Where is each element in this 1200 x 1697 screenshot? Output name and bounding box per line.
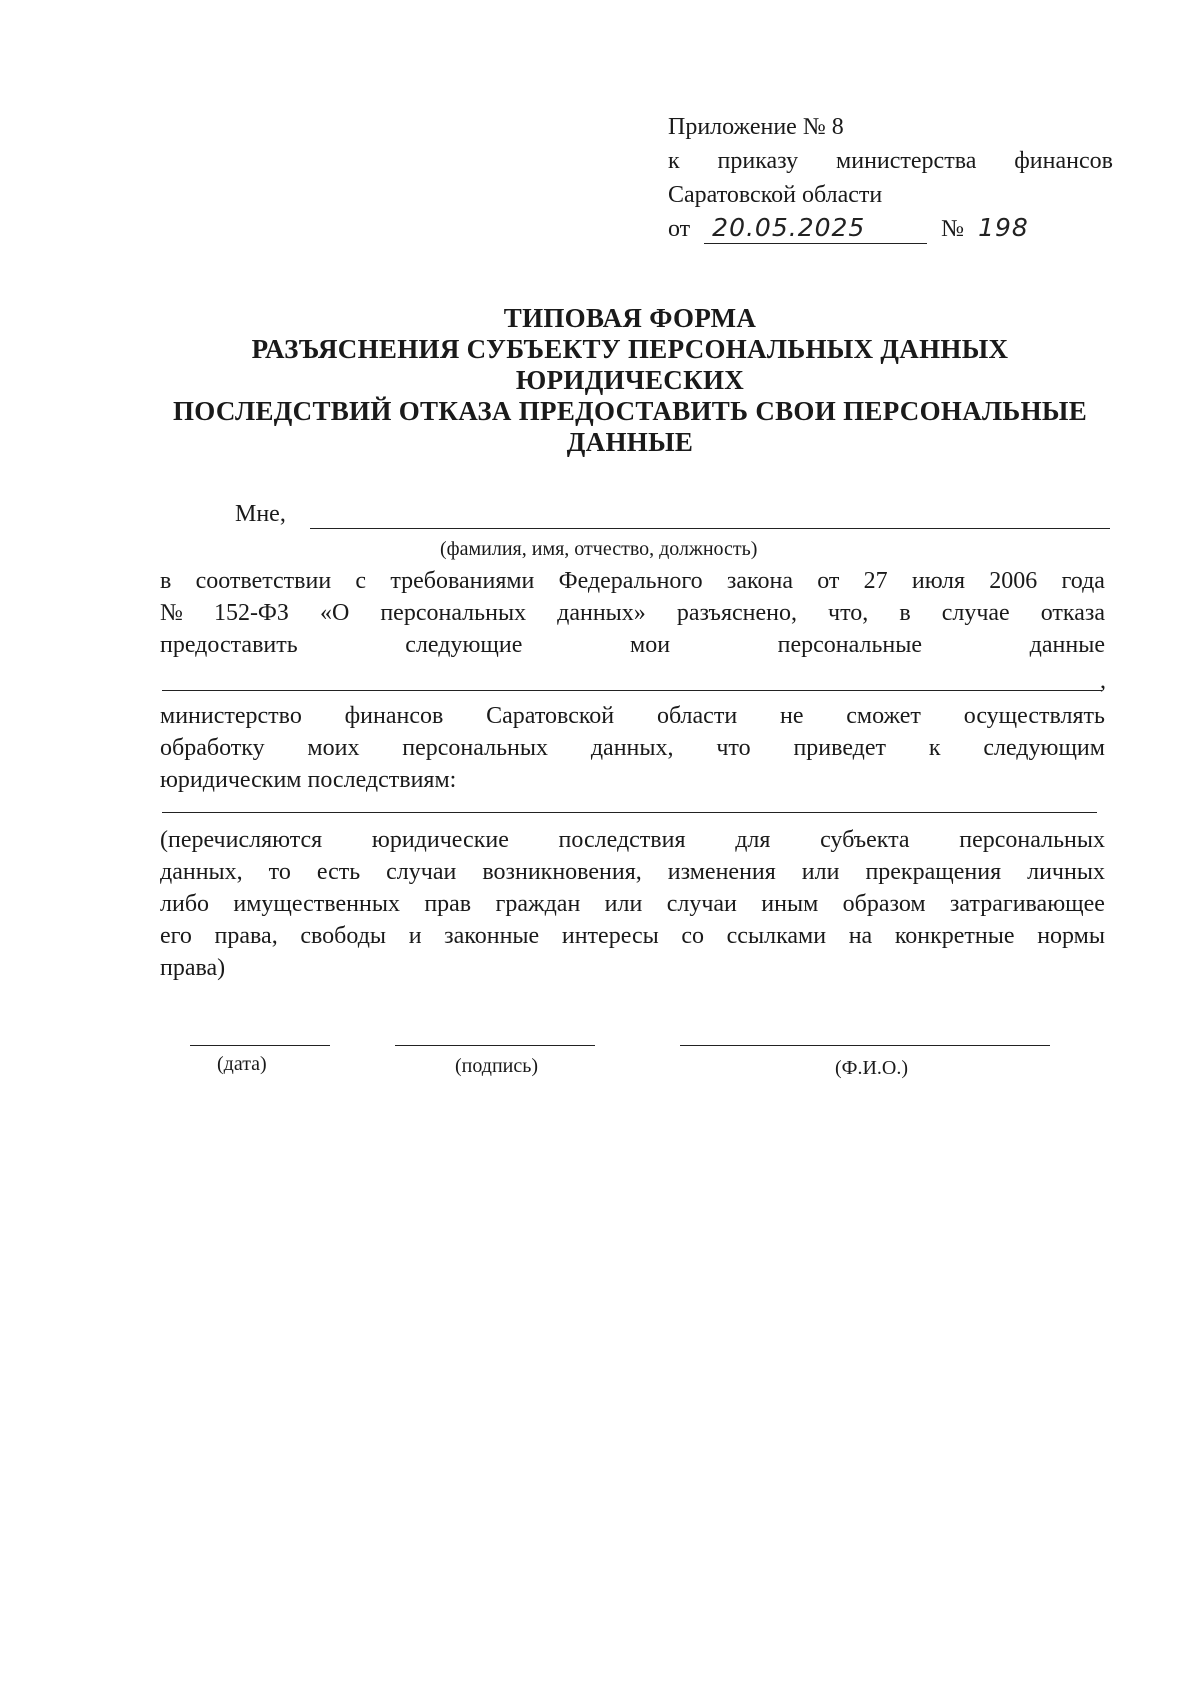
word: интересы: [561, 923, 659, 949]
para3-line-3: [160, 888, 1105, 920]
word: данных»: [557, 600, 646, 626]
word: 152-ФЗ: [213, 600, 289, 626]
word: есть: [316, 859, 361, 885]
word: возникновения,: [482, 859, 642, 885]
fio-caption: (Ф.И.О.): [835, 1057, 909, 1079]
title-line-5: ДАННЫЕ: [566, 427, 694, 457]
sign-signature-line[interactable]: [395, 1045, 595, 1046]
handwritten-number: 198: [978, 213, 1029, 242]
name-input-line[interactable]: [310, 528, 1110, 529]
appendix-block: [668, 110, 1118, 246]
word: отказа: [1040, 600, 1105, 626]
title-line-2: РАЗЪЯСНЕНИЯ СУБЪЕКТУ ПЕРСОНАЛЬНЫХ ДАННЫХ: [251, 334, 1009, 364]
para1-line-1: [160, 565, 1105, 597]
para2-line-3: юридическим последствиям:: [160, 767, 457, 793]
fio-signature-line[interactable]: [680, 1045, 1050, 1046]
word: сможет: [846, 703, 921, 729]
appendix-date-row: [668, 212, 1118, 246]
word: юридические: [371, 827, 509, 853]
word: Федерального: [558, 568, 703, 594]
number-prefix: №: [941, 216, 965, 242]
word: права,: [214, 923, 278, 949]
para2-line-1: [160, 700, 1105, 732]
word: в: [899, 600, 911, 626]
word: граждан: [495, 891, 581, 917]
paragraph-1: [160, 565, 1105, 661]
word: года: [1061, 568, 1105, 594]
word: для: [735, 827, 771, 853]
para1-line-2: [160, 597, 1105, 629]
word: предоставить: [160, 632, 298, 658]
word: или: [801, 859, 840, 885]
word: Саратовской: [486, 703, 615, 729]
word: случаи: [666, 891, 737, 917]
word: следующие: [405, 632, 523, 658]
word: имущественных: [233, 891, 400, 917]
word: (перечисляются: [160, 827, 323, 853]
word: персональные: [777, 632, 923, 658]
word: соответствии: [195, 568, 332, 594]
word: 2006: [989, 568, 1038, 594]
word: прав: [424, 891, 472, 917]
para2-line-2: [160, 732, 1105, 764]
word: обработку: [160, 735, 265, 761]
title-line-4: ПОСЛЕДСТВИЙ ОТКАЗА ПРЕДОСТАВИТЬ СВОИ ПЕРСОНАЛЬНЫЕ: [172, 396, 1088, 426]
form-title: [150, 303, 1110, 458]
para1-line-3: [160, 629, 1105, 661]
word: данные: [1029, 632, 1105, 658]
word: затрагивающее: [949, 891, 1105, 917]
word: нормы: [1037, 923, 1105, 949]
word: что: [716, 735, 751, 761]
sign-caption: (подпись): [455, 1055, 539, 1077]
word: со: [681, 923, 705, 949]
word: июля: [911, 568, 966, 594]
word: к: [928, 735, 941, 761]
consequences-input-line[interactable]: [162, 812, 1097, 813]
word: к: [668, 148, 680, 174]
word: от: [817, 568, 840, 594]
word: что,: [828, 600, 869, 626]
word: или: [604, 891, 643, 917]
word: приказу: [717, 148, 799, 174]
word: свободы: [300, 923, 387, 949]
word: случае: [941, 600, 1010, 626]
paragraph-3: [160, 824, 1105, 984]
word: персональных: [402, 735, 549, 761]
title-line-1: ТИПОВАЯ ФОРМА: [503, 303, 757, 333]
word: образом: [842, 891, 926, 917]
word: разъяснено,: [676, 600, 797, 626]
word: «О: [319, 600, 350, 626]
word: не: [779, 703, 804, 729]
word: персональных: [959, 827, 1105, 853]
word: министерство: [160, 703, 302, 729]
word: субъекта: [820, 827, 910, 853]
paragraph-2: [160, 700, 1105, 796]
word: личных: [1027, 859, 1105, 885]
date-caption: (дата): [217, 1053, 267, 1075]
name-caption: (фамилия, имя, отчество, должность): [440, 538, 758, 560]
word: финансов: [344, 703, 444, 729]
word: ссылками: [726, 923, 827, 949]
order-number-field: [978, 214, 1038, 243]
word: министерства: [836, 148, 977, 174]
word: изменения: [667, 859, 776, 885]
word: закона: [726, 568, 793, 594]
date-signature-line[interactable]: [190, 1045, 330, 1046]
handwritten-date: 20.05.2025: [712, 213, 866, 242]
word: данных,: [160, 859, 243, 885]
word: прекращения: [865, 859, 1002, 885]
word: с: [355, 568, 367, 594]
title-line-3: ЮРИДИЧЕСКИХ: [515, 365, 745, 395]
word: его: [160, 923, 192, 949]
appendix-number: Приложение № 8: [668, 114, 844, 140]
word: осуществлять: [963, 703, 1105, 729]
para3-line-1: [160, 824, 1105, 856]
word: финансов: [1014, 148, 1113, 174]
word: №: [160, 600, 183, 626]
appendix-order-line: [668, 144, 1113, 178]
word: 27: [863, 568, 888, 594]
word: законные: [444, 923, 540, 949]
para3-line-4: [160, 920, 1105, 952]
word: в: [160, 568, 172, 594]
word: следующим: [983, 735, 1105, 761]
word: иным: [761, 891, 819, 917]
word: требованиями: [390, 568, 535, 594]
word: то: [268, 859, 291, 885]
word: и: [408, 923, 422, 949]
name-row: [160, 498, 1105, 530]
date-prefix: от: [668, 216, 691, 242]
word: данных,: [590, 735, 674, 761]
para3-line-2: [160, 856, 1105, 888]
word: персональных: [380, 600, 527, 626]
me-label: Мне,: [235, 501, 286, 527]
word: случаи: [386, 859, 457, 885]
word: моих: [307, 735, 360, 761]
comma: ,: [1100, 668, 1106, 694]
word: приведет: [793, 735, 887, 761]
word: либо: [160, 891, 210, 917]
word: последствия: [558, 827, 686, 853]
personal-data-input-line[interactable]: [162, 690, 1102, 691]
para3-line-5: права): [160, 955, 226, 981]
word: на: [848, 923, 873, 949]
order-date-field: [704, 214, 927, 244]
word: области: [656, 703, 738, 729]
word: мои: [630, 632, 671, 658]
appendix-region: Саратовской области: [668, 182, 883, 208]
word: конкретные: [894, 923, 1015, 949]
